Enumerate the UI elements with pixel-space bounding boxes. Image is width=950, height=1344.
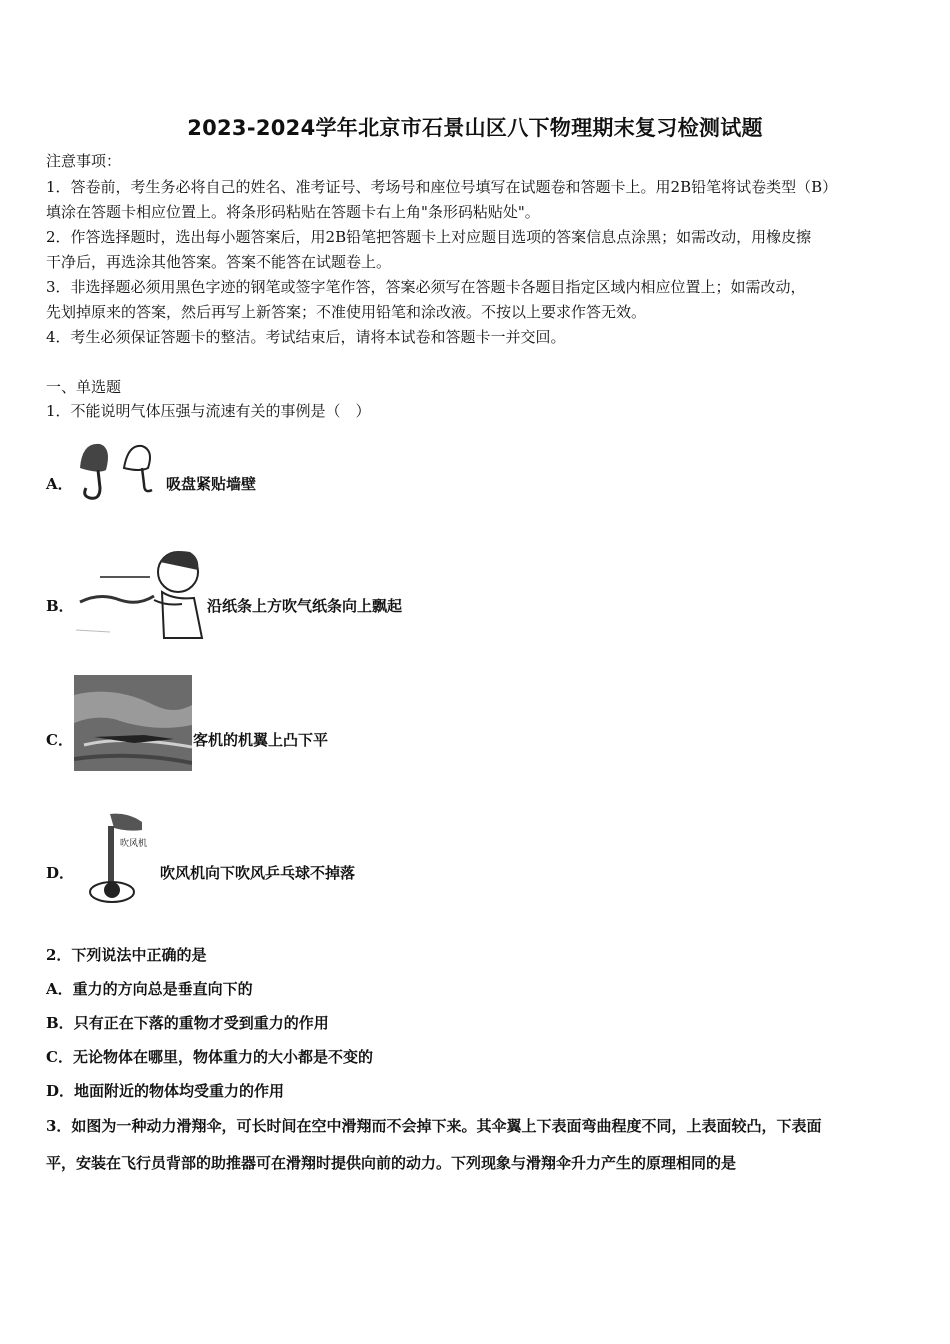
option-text: 重力的方向总是垂直向下的	[72, 980, 253, 998]
option-letter: C．	[46, 1048, 73, 1066]
page-title: 2023-2024学年北京市石景山区八下物理期末复习检测试题	[187, 116, 763, 140]
notice-line: 3．非选择题必须用黑色字迹的钢笔或签字笔作答，答案必须写在答题卡各题目指定区域内相应位置上；如需改动，	[46, 278, 806, 296]
notice-heading: 注意事项：	[46, 152, 122, 170]
hairdryer-ball-image	[84, 812, 154, 908]
q2-option-a	[46, 979, 253, 999]
option-d-letter: D．	[46, 864, 75, 882]
notice-line: 先划掉原来的答案，然后再写上新答案；不准使用铅笔和涂改液。不按以上要求作答无效。	[46, 303, 647, 321]
option-a-text: 吸盘紧贴墙壁	[166, 475, 257, 493]
q2-option-d	[46, 1081, 284, 1101]
q2-option-b	[46, 1013, 329, 1033]
question-2-stem: 2．下列说法中正确的是	[46, 946, 207, 964]
option-letter: A．	[46, 980, 73, 998]
section-heading: 一、单选题	[46, 378, 122, 396]
airplane-wing-image	[74, 675, 192, 771]
suction-cup-hooks-image	[76, 438, 160, 508]
option-text: 无论物体在哪里，物体重力的大小都是不变的	[72, 1048, 373, 1066]
option-c-text: 客机的机翼上凸下平	[193, 731, 329, 749]
question-3-line: 3．如图为一种动力滑翔伞，可长时间在空中滑翔而不会掉下来。其伞翼上下表面弯曲程度不同，上表面较凸，下表面	[46, 1117, 822, 1135]
notice-line: 填涂在答题卡相应位置上。将条形码粘贴在答题卡右上角"条形码粘贴处"。	[46, 203, 540, 221]
notice-line: 2．作答选择题时，选出每小题答案后，用2B铅笔把答题卡上对应题目选项的答案信息点涂黑；如需改动，用橡皮擦	[46, 228, 812, 246]
hairdryer-label: 吹风机	[120, 839, 148, 849]
question-1-stem: 1．不能说明气体压强与流速有关的事例是（ ）	[46, 402, 371, 420]
option-letter: D．	[46, 1082, 75, 1100]
option-d-text: 吹风机向下吹风乒乓球不掉落	[160, 864, 356, 882]
question-3-line: 平，安装在飞行员背部的助推器可在滑翔时提供向前的动力。下列现象与滑翔伞升力产生的原理相同的是	[46, 1154, 737, 1172]
option-text: 地面附近的物体均受重力的作用	[74, 1082, 285, 1100]
notice-line: 干净后，再选涂其他答案。答案不能答在试题卷上。	[46, 253, 392, 271]
option-letter: B．	[46, 1014, 74, 1032]
option-b-letter: B．	[46, 597, 74, 615]
q2-option-c	[46, 1047, 373, 1067]
option-c-letter: C．	[46, 731, 73, 749]
option-b-text: 沿纸条上方吹气纸条向上飘起	[207, 597, 403, 615]
option-text: 只有正在下落的重物才受到重力的作用	[73, 1014, 329, 1032]
boy-blowing-paper-image	[70, 540, 204, 640]
notice-line: 4．考生必须保证答题卡的整洁。考试结束后，请将本试卷和答题卡一并交回。	[46, 328, 566, 346]
notice-line: 1．答卷前，考生务必将自己的姓名、准考证号、考场号和座位号填写在试题卷和答题卡上。用2B铅笔将试卷类型（B）	[46, 178, 838, 196]
option-a-letter: A．	[46, 475, 73, 493]
